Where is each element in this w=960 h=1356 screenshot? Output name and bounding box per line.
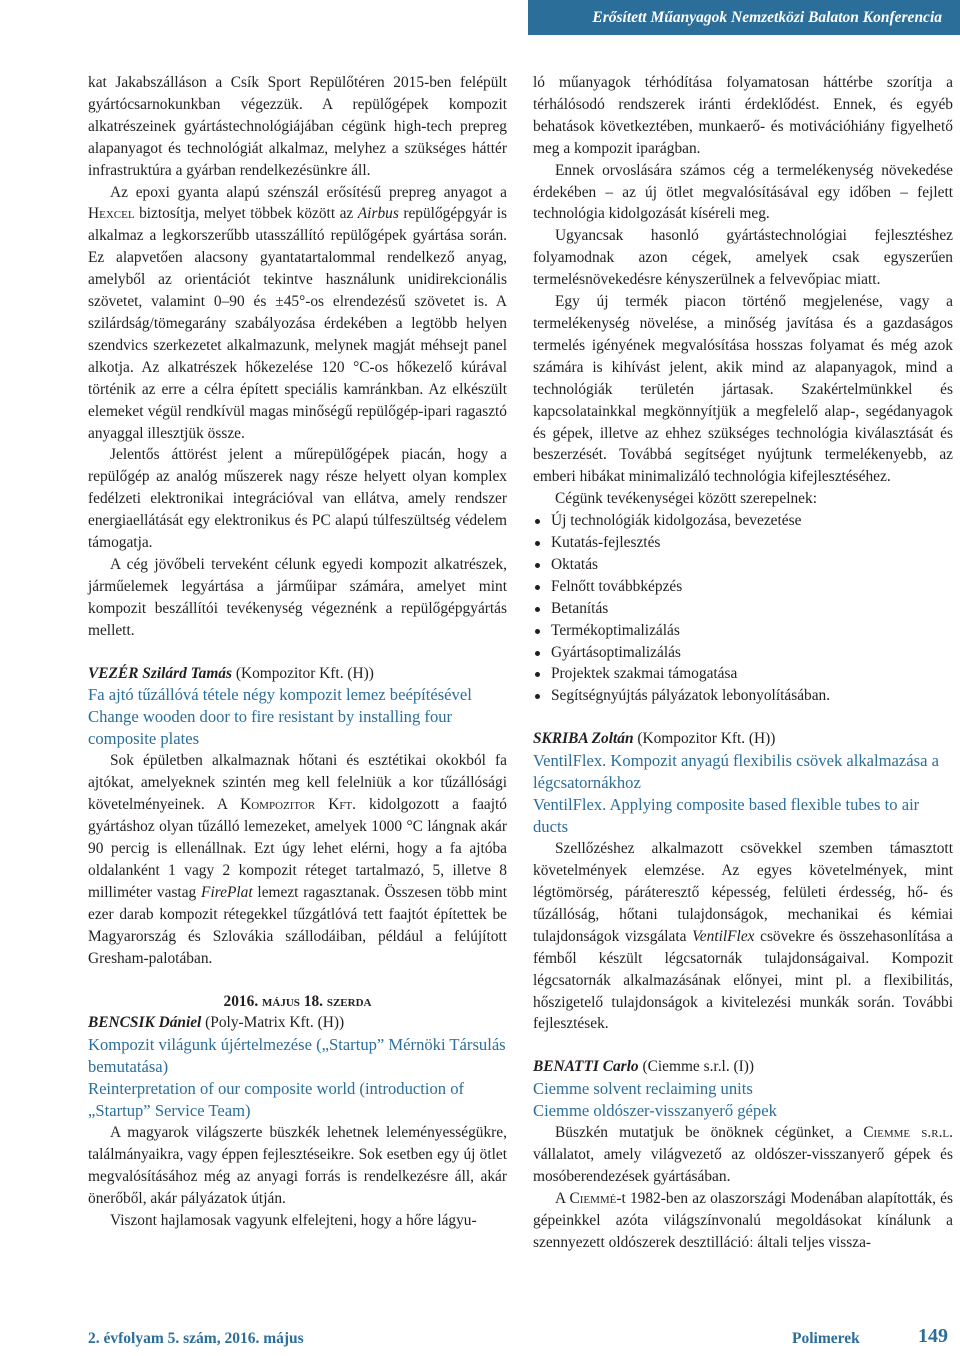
list-item: Kutatás-fejlesztés	[533, 532, 953, 554]
author-line: BENCSIK Dániel (Poly-Matrix Kft. (H))	[88, 1014, 345, 1032]
bullet-icon	[535, 607, 540, 612]
conference-header: Erősített Műanyagok Nemzetközi Balaton Konferencia	[528, 0, 960, 35]
paragraph: Ennek orvoslására számos cég a termelékenység növekedése érdekében – az új ötlet megvalósításával egy időben – fejlett technológia kidolgozását kíséreli meg.	[533, 161, 953, 223]
list-item: Segítségnyújtás pályázatok lebonyolításában.	[533, 685, 953, 707]
bullet-icon	[535, 672, 540, 677]
talk-title-hu: VentilFlex. Kompozit anyagú flexibilis csövek alkalmazása a légcsatornákhoz	[533, 751, 939, 793]
list-item: Új technológiák kidolgozása, bevezetése	[533, 510, 953, 532]
talk-title-en: VentilFlex. Applying composite based flexible tubes to air ducts	[533, 795, 920, 837]
bullet-icon	[535, 629, 540, 634]
activity-list	[533, 510, 953, 707]
list-item: Oktatás	[533, 554, 953, 576]
journal-name: Polimerek	[792, 1330, 860, 1347]
list-item: Gyártásoptimalizálás	[533, 642, 953, 664]
paragraph: Az epoxi gyanta alapú szénszál erősítésű prepreg anyagot a Hexcel biztosítja, melyet többek között az Airbus repülőgépgyár is alkalmaz a legkorszerűbb utasszállító repülőgépek gyártása során. Ez alapvetően alacsony gyantatartalommal rendelkező anyag, amelyből az orientációt tekintve használunk unidirekcionális szövetet, valamint 0–90 és ±45°-os elrendezésű szövetet is. A szilárdság/tömegarány szabályozása érdekében a legtöbb helyen szendvics szerkezetet alkalmazunk, melynek magját méhsejt panel alkotja. Az alkatrészek hőkezelése 120 °C-os hőkezelő kúrával történik az erre a célra épített speciális kamránkban. Az elkészült elemeket végül rendkívül magas minőségű repülőgép-ipari ragasztó anyaggal illesztjük össze.	[88, 183, 507, 442]
bullet-icon	[535, 585, 540, 590]
bullet-icon	[535, 651, 540, 656]
bullet-icon	[535, 541, 540, 546]
date-line: 2016. május 18. szerda	[223, 992, 372, 1010]
abstract: Büszkén mutatjuk be önöknek cégünket, a Ciemme s.r.l. vállalatot, amely világvezető az oldószer-visszanyerő gépek és mosóberendezések gyártásában.	[533, 1124, 953, 1186]
list-intro: Cégünk tevékenységei között szerepelnek:	[555, 490, 817, 508]
abstract: Szellőzéshez alkalmazott csövekkel szemben támasztott követelmények elemzése. Az egyes követelmények, mint légtömörség, páráteresztő képesség, felületi érdesség, hő- és tűzállóság, hőtani tulajdonságok, mechanikai és kémiai tulajdonságok vizsgálata VentilFlex csövekre és összehasonlítása a fémből készült légcsatornák tulajdonságaival. Kompozit légcsatornák alkalmazásának előnyei, mint pl. a flexibilitás, hőszigetelő tulajdonságok a kivitelezési munkák során. További fejlesztések.	[533, 840, 954, 1033]
abstract: Viszont hajlamosak vagyunk elfelejteni, hogy a hőre lágyu-	[110, 1211, 477, 1229]
talk-title-en: Reinterpretation of our composite world (introduction of „Startup” Service Team)	[88, 1079, 465, 1121]
right-column	[533, 72, 953, 1254]
list-item: Termékoptimalizálás	[533, 620, 953, 642]
author-line: SKRIBA Zoltán (Kompozitor Kft. (H))	[533, 730, 776, 748]
list-item: Betanítás	[533, 598, 953, 620]
bullet-icon	[535, 563, 540, 568]
page-number: 149	[918, 1325, 948, 1347]
paragraph: Jelentős áttörést jelent a műrepülőgépek piacán, hogy a repülőgép az analóg műszerek nagy része helyett olyan komplex fedélzeti elektronikai integrációval van ellátva, amely rendszer energiaellátását egy elektronikus és PC alapú túlfeszültség védelem támogatja.	[88, 446, 507, 552]
author-line: VEZÉR Szilárd Tamás (Kompozitor Kft. (H))	[88, 664, 374, 682]
paragraph: kat Jakabszálláson a Csík Sport Repülőtéren 2015-ben felépült gyártócsarnokunkban végezzük. A repülőgépek kompozit alkatrészeinek gyártástechnológiájában cégünk high-tech prepreg alapanyagot és technológiát alkalmaz, melyhez a szükséges háttér infrastruktúra a gyárban rendelkezésünkre áll.	[88, 74, 507, 179]
bullet-icon	[535, 519, 540, 524]
paragraph: Egy új termék piacon történő megjelenése, vagy a termelékenység növelése, a minőség javítása és a gazdaságos termelés igényének megvalósítása hosszas folyamat és még azok számára is kihívást jelent, akik mind az alapanyagok, mind a technológiák területén jártasak. Szakértelmünkkel és kapcsolatainkkal megkönnyítjük a megfelelő alap-, segédanyagok és gépek, illetve az ehhez szükséges technológia kiválasztását és beszerzését. Továbbá segítséget nyújtunk termelékenyebb, az emberi hibákat minimalizáló technológia kifejlesztéséhez.	[533, 293, 953, 486]
abstract: Sok épületben alkalmaznak hőtani és esztétikai okokból fa ajtókat, amelyeknek szintén meg kell felelniük a kor tűzállósági követelményeinek. A Kompozitor Kft. kidolgozott a faajtó gyártáshoz olyan tűzálló lemezeket, amelyek 1000 °C lángnak akár 90 percig is ellenállnak. Ezt úgy lehet elérni, hogy a fa ajtóba oldalanként 1 vagy 2 kompozit réteget tartalmazó, 5, illetve 8 milliméter vastag FirePlat lemezt ragasztanak. Összesen több mint ezer darab kompozit rétegekkel tűzgátlóvá tett faajtót építettek be Magyarország és Szlovákia szállodáiban, például a felújított Gresham-palotában.	[88, 752, 507, 967]
talk-title-en: Change wooden door to fire resistant by installing four composite plates	[88, 707, 453, 749]
list-item: Projektek szakmai támogatása	[533, 663, 953, 685]
talk-title-hu: Kompozit világunk újértelmezése („Startup” Mérnöki Társulás bemutatása)	[88, 1035, 506, 1077]
paragraph: ló műanyagok térhódítása folyamatosan háttérbe szorítja a térhálósodó rendszerek iránti érdeklődést. Ennek, és egyéb behatások következtében, munkaerő- és motivációhiány figyelhető meg a kompozit iparágban.	[533, 74, 953, 157]
issue-footer: 2. évfolyam 5. szám, 2016. május	[88, 1330, 304, 1347]
bullet-icon	[535, 694, 540, 699]
talk-title-hu: Fa ajtó tűzállóvá tétele négy kompozit lemez beépítésével	[88, 685, 472, 705]
list-item: Felnőtt továbbképzés	[533, 576, 953, 598]
abstract: A magyarok világszerte büszkék lehetnek leleményességükre, találmányaikra, vagy éppen fejlesztéseikre. Sok esetben egy új ötlet megvalósításához még az anyagi forrás is rendelkezésre áll, akár önerőből, akár pályázatok útján.	[88, 1124, 507, 1208]
talk-title-hu: Ciemme oldószer-visszanyerő gépek	[533, 1101, 777, 1121]
left-column	[88, 72, 507, 1232]
paragraph: Ugyancsak hasonló gyártástechnológiai fejlesztéshez folyamodnak azon cégek, amelyek csak egyszerűen termelésnövekedésre kényszerülnek a felvevőpiac miatt.	[533, 227, 953, 289]
abstract: A Ciemmé-t 1982-ben az olaszországi Modenában alapították, és gépeinkkel azóta világszínvonalú megoldásokat kínálunk a szennyezett oldószerek desztillációː általi teljes vissza-	[533, 1189, 953, 1251]
paragraph: A cég jövőbeli terveként célunk egyedi kompozit alkatrészek, járműelemek legyártása a járműipar számára, amelyet mint kompozit beszállítói tevékenység végeznénk a repülőgépgyártás mellett.	[88, 555, 507, 639]
author-line: BENATTI Carlo (Ciemme s.r.l. (I))	[533, 1058, 755, 1076]
talk-title-en: Ciemme solvent reclaiming units	[533, 1079, 753, 1099]
